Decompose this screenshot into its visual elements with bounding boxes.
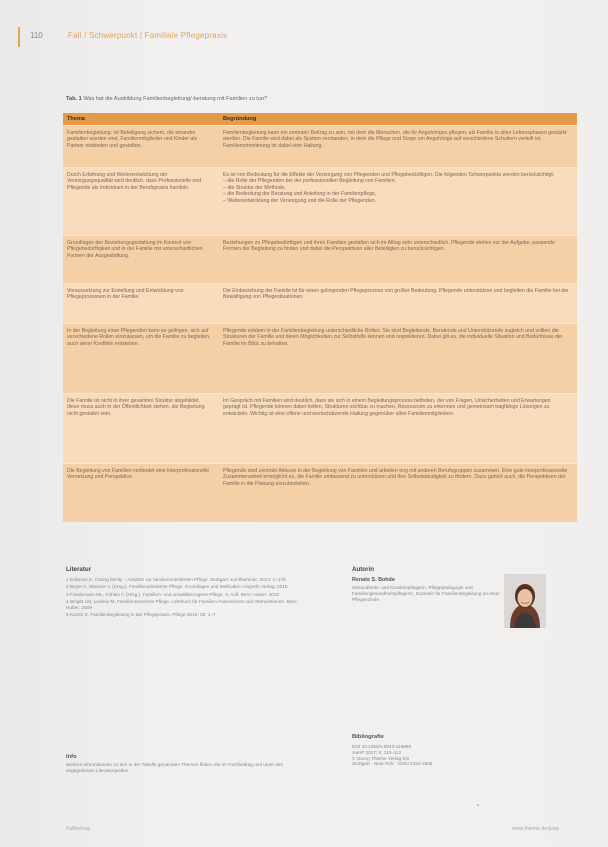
bibliography-line: Stuttgart · New York · ISSN 2194-2536 bbox=[352, 761, 433, 767]
author-section-title: Autorin bbox=[352, 566, 374, 573]
table-row bbox=[63, 235, 577, 284]
reason-cell: Pflegende sind zentrale Akteure in der Begleitung von Familien und arbeiten eng mit anderen Berufsgruppen zusammen. Eine gute interprofessionelle Zusammenarbeit ermöglicht es, die Familie umfassend zu unterstützen und ihre Selbstständigkeit zu fördern. Dazu gehört auch, die Perspektiven der Familie in die Planung einzubeziehen. bbox=[223, 468, 568, 487]
literature-item: 1 Eriksson K. Caring family – Ansätze zur familienorientierten Pflege. Stuttgart: Kohlhammer; 2014: 1–178 bbox=[66, 577, 286, 582]
topics-table bbox=[63, 113, 577, 521]
table-caption-label: Tab. 1 bbox=[66, 96, 82, 102]
bibliography-line: JuKiP 2017; 6: 110–112 bbox=[352, 749, 402, 755]
page-number: 110 bbox=[30, 31, 43, 40]
table-row bbox=[63, 167, 577, 236]
literature-item: 2 Beyer A, Wiesner C (Hrsg.). Familienorientierte Pflege. Grundlagen und Methoden. Hogrefe Verlag; 2010 bbox=[66, 584, 288, 590]
reason-cell: Pflegende erleben in der Familienbegleitung unterschiedliche Rollen. Sie sind Begleitende, Beratende und Unterstützende zugleich und sollten die Strukturen der Familie und deren Möglichkeiten zur Selbsthilfe kennen und respektieren. Dabei gilt es, die individuelle Situation und Bedürfnisse der Familie im Blick zu behalten. bbox=[223, 328, 563, 347]
header-topic: Thema bbox=[67, 116, 86, 122]
table-row bbox=[63, 283, 577, 324]
literature-item: 4 Wright LM, Leahey M. Familienzentrierte Pflege. Lehrbuch für Familien-Assessment und Interventionen. Bern: Huber; 2009 bbox=[66, 598, 298, 610]
reason-intro: Es ist von Bedeutung für die Effekte der Versorgung von Pflegenden und Pflegebedürftigen. Die folgenden Schwerpunkte werden berücksichtigt: bbox=[223, 172, 555, 178]
table-row bbox=[63, 323, 577, 394]
header-accent-bar bbox=[18, 27, 20, 47]
author-photo bbox=[504, 574, 546, 628]
author-name: Renate S. Bohde bbox=[352, 577, 395, 583]
info-text: Weitere Informationen zu den in der Tabelle genannten Themen finden Sie im Fachbeitrag und unter den angegebenen Literaturquellen. bbox=[66, 762, 284, 773]
bullet-item: – die Struktur der Methode, bbox=[223, 184, 286, 191]
table-row bbox=[63, 125, 577, 168]
literature-section bbox=[66, 566, 311, 619]
info-box bbox=[66, 754, 311, 774]
bullet-item: – die Bedeutung der Beratung und Anleitung in der Familienpflege, bbox=[223, 191, 377, 198]
bibliography-line: © Georg Thieme Verlag KG bbox=[352, 755, 410, 761]
author-description: Gesundheits- und Krankenpflegerin, Pflegepädagogin und Familiengesundheitspflegerin, Dozentin für Familienbegleitung an einer Pflegeschule. bbox=[352, 585, 500, 602]
topic-cell: Voraussetzung zur Erstellung und Entwicklung von Pflegeprozessen in der Familie. bbox=[67, 288, 184, 301]
table-row bbox=[63, 463, 577, 522]
topic-cell: Familienbegleitung: Ist Beteiligung sichern, die einander gestalten worden sind, Familienmitglieder und Kinder als Partner einbinden und gestalten. bbox=[67, 130, 198, 149]
reason-cell: Im Gespräch mit Familien wird deutlich, dass sie sich in einem Begleitungsprozess befinden, der von Fragen, Unsicherheiten und Erwartungen geprägt ist. Pflegende können dabei helfen, Strukturen sichtbar zu machen, Ressourcen zu erkennen und gemeinsam tragfähige Lösungen zu entwickeln. Wichtig ist eine offene und wertschätzende Haltung gegenüber allen Familienmitgliedern. bbox=[223, 398, 551, 417]
author-portrait-icon bbox=[504, 574, 546, 628]
footer-left: Fallbeitrag bbox=[66, 826, 91, 832]
header-reason: Begründung bbox=[223, 116, 257, 122]
reason-cell: Beziehungen zu Pflegebedürftigen und ihren Familien gestalten sich im Alltag sehr unterschiedlich. Pflegende stehen vor der Aufgabe, passende Formen der Begleitung zu finden und dabei die Perspektiven aller Beteiligten zu berücksichtigen. bbox=[223, 240, 555, 253]
reason-cell bbox=[223, 172, 569, 204]
bullet-item: – Weiterentwicklung der Versorgung und die Rolle der Pflegenden. bbox=[223, 197, 377, 204]
reason-cell: Familienbegleitung kann ein zentraler Beitrag zu sein, mit dem die Menschen, die ihr Angehöriges pflegen, als Familie in allen Lebensphasen gestärkt werden. Die Familie wird dabei als System verstanden, in dem die Pflege und Sorge um Angehörige auf verschiedene Schultern verteilt ist. Familienorientierung ist dabei eine Haltung. bbox=[223, 130, 567, 149]
table-header bbox=[63, 113, 577, 125]
table-caption-text: Was hat die Ausbildung Familienbegleitung/-beratung mit Familien zu tun? bbox=[83, 96, 268, 102]
table-caption bbox=[66, 96, 267, 102]
info-title: Info bbox=[66, 754, 77, 760]
literature-title: Literatur bbox=[66, 566, 92, 573]
literature-item: 3 Friedemann ML, Köhlen C (Hrsg.). Familien- und umweltbezogene Pflege. 3. Aufl. Bern: Huber; 2010 bbox=[66, 591, 280, 597]
topic-cell: Durch Erfahrung und Weiterentwicklung der Versorgungsqualität wird deutlich, dass Professionelle und Pflegende als Individuen in der Berufspraxis handeln. bbox=[67, 172, 202, 191]
topic-cell: In der Begleitung einer Pflegenden kann es gelingen, sich auf verschiedene Rollen einzulassen, um die Familie zu begleiten, auch wenn Konflikte entstehen. bbox=[67, 328, 211, 347]
topic-cell: Die Begleitung von Familien verbindet eine interprofessionelle Vernetzung und Perspektive. bbox=[67, 468, 210, 481]
topic-cell: Grundlagen der Beziehungsgestaltung im Kontext von Pflegebedürftigkeit und in der Familie mit unterschiedlichen Formen der Ausgestaltung. bbox=[67, 240, 203, 259]
bibliography-title: Bibliografie bbox=[352, 734, 384, 740]
section-title: Fall / Schwerpunkt | Familiale Pflegepraxis bbox=[68, 31, 228, 40]
footer-right: www.thieme.de/jukip bbox=[512, 826, 560, 832]
literature-item: 5 Kümin S. Familienbegleitung in der Pflegepraxis. Pflege 2015; 28: 1–7 bbox=[66, 611, 216, 617]
page-mark: ▪ bbox=[477, 803, 480, 809]
table-row bbox=[63, 393, 577, 464]
bibliography-section bbox=[352, 734, 512, 767]
reason-cell: Die Einbeziehung der Familie ist für einen gelingenden Pflegeprozess von großer Bedeutung. Pflegende unterstützen und begleiten die Familie bei der Bewältigung von Pflegesituationen. bbox=[223, 288, 569, 301]
bullet-item: – die Rolle der Pflegenden bei der professionellen Begleitung von Familien, bbox=[223, 178, 397, 185]
bibliography-line: DOI 10.1055/s-0043-119965 bbox=[352, 744, 412, 749]
topic-cell: Die Familie ist nicht in ihrer gesamten Struktur abgebildet, diese muss auch in der Öffentlichkeit stehen, die Begleitung nicht gestaltet sein. bbox=[67, 398, 205, 417]
